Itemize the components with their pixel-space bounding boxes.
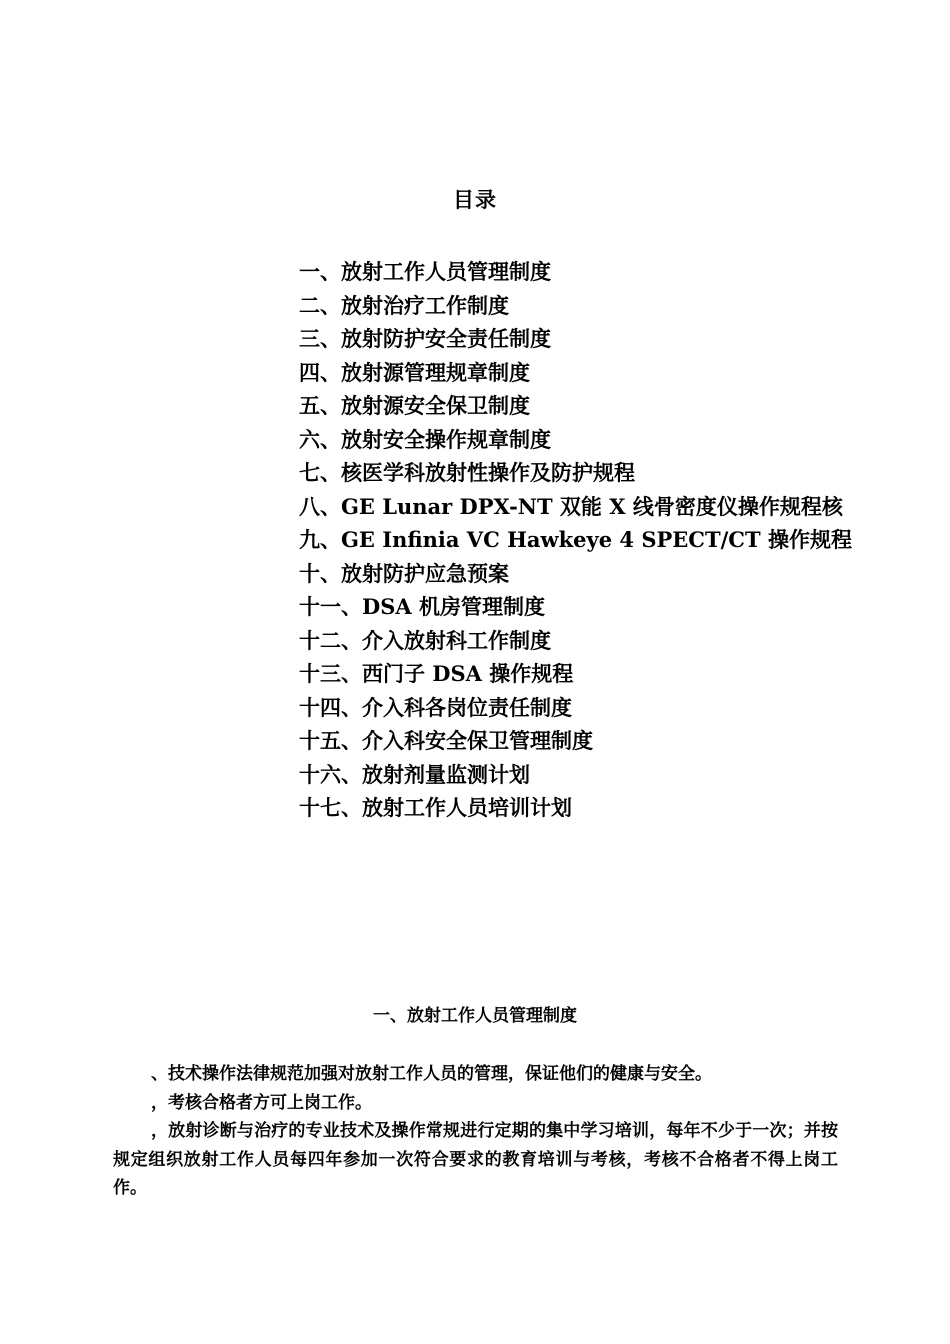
toc-title: 目录 [453, 187, 497, 212]
toc-item: 四、放射源管理规章制度 [299, 359, 530, 385]
section-body [113, 1060, 838, 1203]
toc-item: 十三、西门子 DSA 操作规程 [299, 661, 574, 686]
toc-item: 十七、放射工作人员培训计划 [299, 795, 572, 820]
toc-item: 十四、介入科各岗位责任制度 [299, 694, 572, 720]
toc-item: 十、放射防护应急预案 [299, 560, 509, 586]
toc-item: 十五、介入科安全保卫管理制度 [299, 728, 593, 753]
toc-item: 八、GE Lunar DPX-NT 双能 X 线骨密度仪操作规程核 [299, 493, 843, 519]
toc-item: 七、核医学科放射性操作及防护规程 [299, 460, 635, 485]
toc-item: 九、GE Infinia VC Hawkeye 4 SPECT/CT 操作规程 [299, 527, 852, 552]
toc-item: 十二、介入放射科工作制度 [299, 627, 551, 653]
toc-item: 五、放射源安全保卫制度 [299, 393, 530, 418]
toc-item: 一、放射工作人员管理制度 [299, 259, 551, 284]
section-title: 一、放射工作人员管理制度 [373, 1006, 577, 1026]
paragraph: ，考核合格者方可上岗工作。 [151, 1092, 372, 1113]
toc-item: 六、放射安全操作规章制度 [299, 426, 551, 452]
paragraph: 、技术操作法律规范加强对放射工作人员的管理，保证他们的健康与安全。 [151, 1064, 712, 1084]
paragraph: ，放射诊断与治疗的专业技术及操作常规进行定期的集中学习培训，每年不少于一次；并按规定组织放射工作人员每四年参加一次符合要求的教育培训与考核，考核不合格者不得上岗工作。 [113, 1121, 838, 1198]
toc-item: 十一、DSA 机房管理制度 [299, 594, 545, 619]
toc-item: 三、放射防护安全责任制度 [299, 326, 551, 351]
toc-item: 十六、放射剂量监测计划 [299, 761, 530, 787]
toc-item: 二、放射治疗工作制度 [299, 292, 509, 318]
toc-list [299, 255, 852, 825]
